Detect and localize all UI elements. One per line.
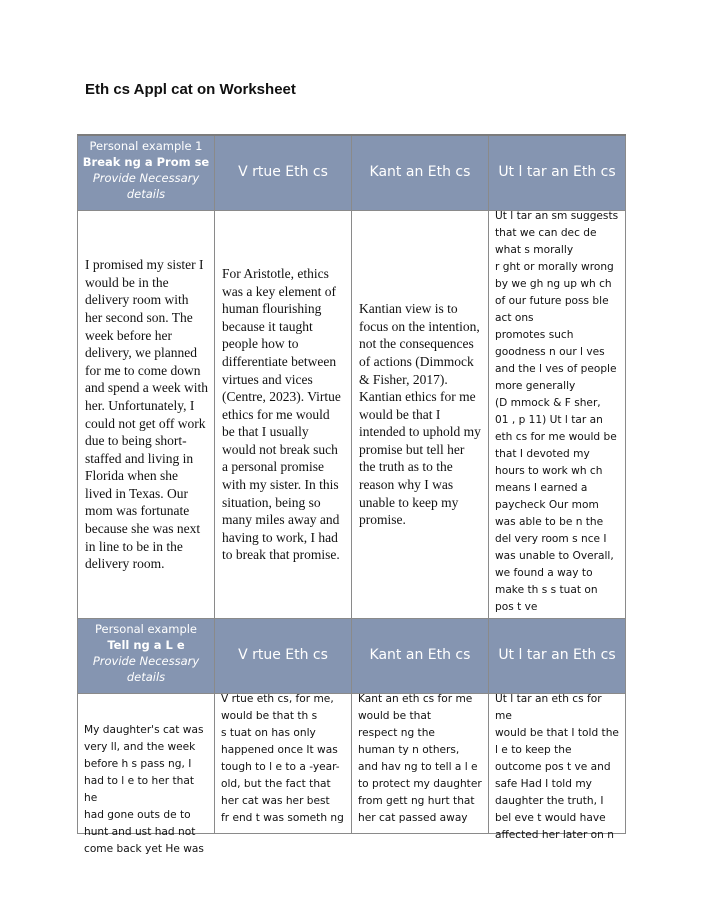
header-example-topic: Tell ng a L e bbox=[107, 638, 185, 652]
header-example-label: Personal example bbox=[94, 622, 198, 636]
table-header-row bbox=[78, 136, 626, 211]
example-1-kantian-ethics bbox=[352, 211, 489, 619]
example-1-kantian-text: Kantian view is to focus on the intention, not the consequences of actions (Dimmock & Fisher, 2017). Kantian ethics for me would be that I intended to uphold my promise but tell her the truth as to the reason why I was unable to keep my promise. bbox=[359, 301, 481, 528]
header-example-instruction: Provide Necessary details bbox=[92, 171, 200, 201]
header-kantian-ethics: Kant an Eth cs bbox=[352, 136, 489, 211]
example-2-utilitarian-ethics bbox=[489, 693, 626, 841]
example-1-virtue-ethics bbox=[215, 211, 352, 619]
header-personal-example-1 bbox=[78, 136, 215, 211]
example-2-virtue-text: V rtue eth cs, for me, would be that th s s tuat on has only happened once It was tough to l e to a -year- old, but the fact that her cat was her best fr end t was someth ng bbox=[221, 693, 344, 824]
table-header-row bbox=[78, 619, 626, 694]
example-2-utilitarian-text: Ut l tar an eth cs for me would be that I told the l e to keep the outcome pos t ve and safe Had I told my daughter the truth, I bel eve t would have affected her later on n bbox=[495, 693, 619, 841]
document-title: Eth cs Appl cat on Worksheet bbox=[85, 81, 296, 98]
header-utilitarian-ethics: Ut l tar an Eth cs bbox=[489, 136, 626, 211]
example-2-virtue-ethics bbox=[215, 694, 352, 834]
example-1-utilitarian-text: Ut l tar an sm suggests that we can dec de what s morally r ght or morally wrong by we gh ng up wh ch of our future poss ble act ons promotes such goodness n our l ves and the l ves of people more generally (D mmock & F sher, 01 , p 11) Ut l tar an eth cs for me would be that I devoted my hours to work wh ch means I earned a paycheck Our mom was able to be n the del very room s nce I was unable to Overall, we found a way to make th s s tuat on pos t ve bbox=[495, 210, 619, 613]
worksheet-table bbox=[77, 134, 626, 855]
table-row bbox=[78, 211, 626, 619]
example-2-details-text: My daughter's cat was very ll, and the week before h s pass ng, I had to l e to her that he had gone outs de to hunt and ust had not come back yet He was bbox=[84, 724, 204, 855]
example-1-details bbox=[78, 211, 215, 619]
table-row bbox=[78, 693, 626, 855]
example-1-utilitarian-ethics bbox=[489, 211, 626, 619]
header-virtue-ethics: V rtue Eth cs bbox=[215, 136, 352, 211]
header-personal-example-2 bbox=[78, 619, 215, 694]
header-example-label: Personal example 1 bbox=[89, 139, 203, 153]
example-2-details bbox=[78, 694, 215, 855]
header-kantian-ethics: Kant an Eth cs bbox=[352, 619, 489, 694]
header-utilitarian-ethics: Ut l tar an Eth cs bbox=[489, 619, 626, 694]
example-2-kantian-text: Kant an eth cs for me would be that respect ng the human ty n others, and hav ng to tell a l e to protect my daughter from gett ng hurt that her cat passed away bbox=[358, 693, 482, 824]
example-1-details-text: I promised my sister I would be in the delivery room with her second son. The week before her delivery, we planned for me to come down and spend a week with her. Unfortunately, I could not get off work due to being short-staffed and living in Florida when she lived in Texas. Our mom was fortunate because she was next in line to be in the delivery room. bbox=[85, 257, 208, 572]
example-1-virtue-text: For Aristotle, ethics was a key element of human flourishing because it taught people how to differentiate between virtues and vices (Centre, 2023). Virtue ethics for me would be that I usually would not break such a personal promise with my sister. In this situation, being so many miles away and having to work, I had to break that promise. bbox=[222, 265, 341, 563]
header-example-instruction: Provide Necessary details bbox=[92, 654, 200, 684]
example-2-kantian-ethics bbox=[352, 694, 489, 834]
header-example-topic: Break ng a Prom se bbox=[82, 155, 210, 169]
header-virtue-ethics: V rtue Eth cs bbox=[215, 619, 352, 694]
